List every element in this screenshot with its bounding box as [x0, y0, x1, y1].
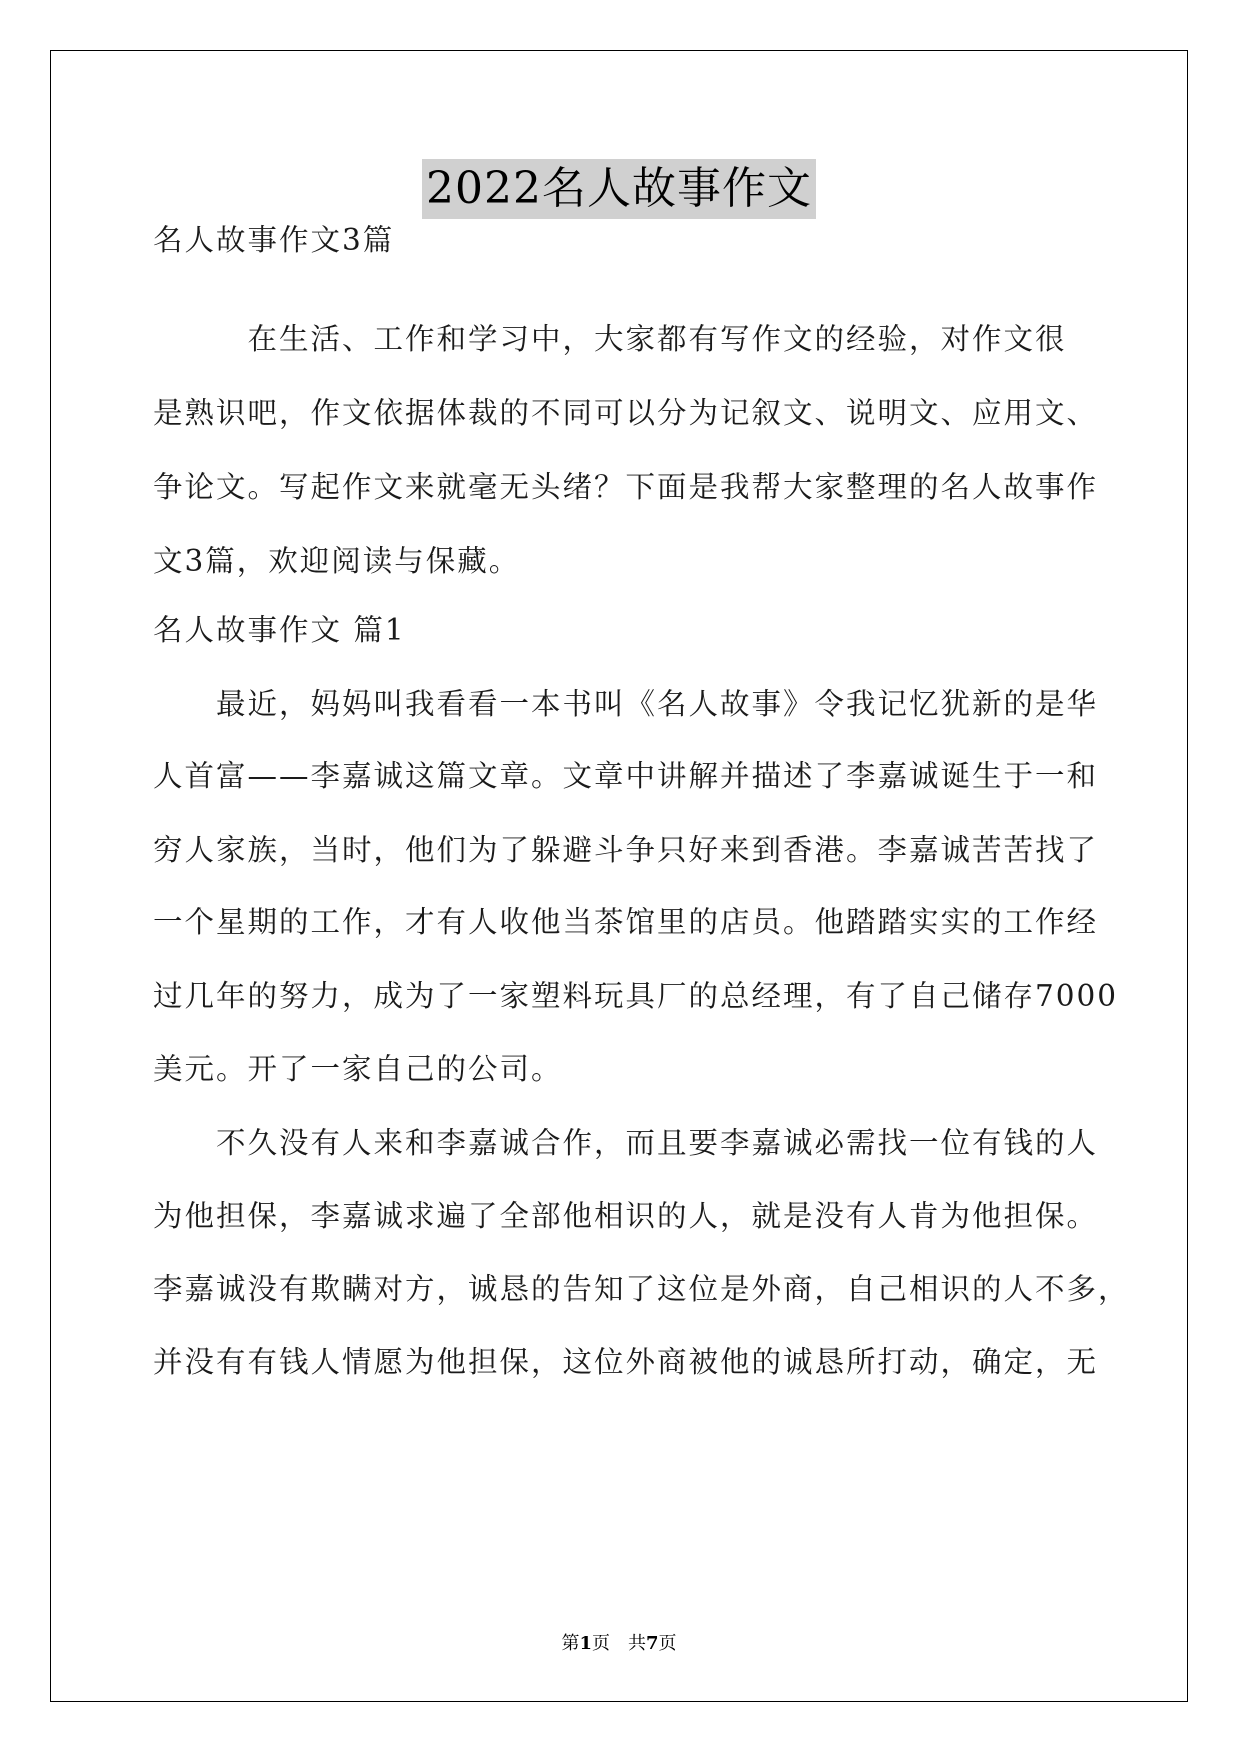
text-line: 最近，妈妈叫我看看一本书叫《名人故事》令我记忆犹新的是华 — [153, 687, 1099, 721]
document-title: 2022名人故事作文 — [422, 159, 816, 219]
text-line: 为他担保，李嘉诚求遍了全部他相识的人，就是没有人肯为他担保。 — [153, 1199, 1099, 1233]
document-subtitle: 名人故事作文3篇 — [153, 223, 395, 257]
text-line: 并没有有钱人情愿为他担保，这位外商被他的诚恳所打动，确定，无 — [153, 1345, 1099, 1379]
text-line: 是熟识吧，作文依据体裁的不同可以分为记叙文、说明文、应用文、 — [153, 396, 1099, 430]
text-line: 人首富——李嘉诚这篇文章。文章中讲解并描述了李嘉诚诞生于一和 — [153, 759, 1099, 793]
text-line: 在生活、工作和学习中，大家都有写作文的经验，对作文很 — [153, 322, 1067, 356]
total-page-number: 7 — [646, 1633, 659, 1654]
text-line: 一个星期的工作，才有人收他当茶馆里的店员。他踏踏实实的工作经 — [153, 905, 1099, 939]
section-heading: 名人故事作文 篇1 — [153, 613, 406, 647]
title-container — [51, 159, 1187, 219]
text-line: 李嘉诚没有欺瞒对方，诚恳的告知了这位是外商，自己相识的人不多， — [153, 1272, 1130, 1306]
text-line: 穷人家族，当时，他们为了躲避斗争只好来到香港。李嘉诚苦苦找了 — [153, 833, 1099, 867]
page-prefix: 第 — [561, 1633, 580, 1654]
text-line: 文3篇，欢迎阅读与保藏。 — [153, 544, 521, 578]
page-suffix: 页 — [658, 1633, 677, 1654]
document-page — [50, 50, 1188, 1702]
text-line: 争论文。写起作文来就毫无头绪？下面是我帮大家整理的名人故事作 — [153, 470, 1099, 504]
page-mid: 页 共 — [592, 1633, 646, 1654]
text-line: 美元。开了一家自己的公司。 — [153, 1052, 563, 1086]
current-page-number: 1 — [579, 1633, 592, 1654]
text-line: 过几年的努力，成为了一家塑料玩具厂的总经理，有了自己储存7000 — [153, 979, 1119, 1013]
page-footer — [51, 1629, 1187, 1655]
text-line: 不久没有人来和李嘉诚合作，而且要李嘉诚必需找一位有钱的人 — [153, 1126, 1099, 1160]
